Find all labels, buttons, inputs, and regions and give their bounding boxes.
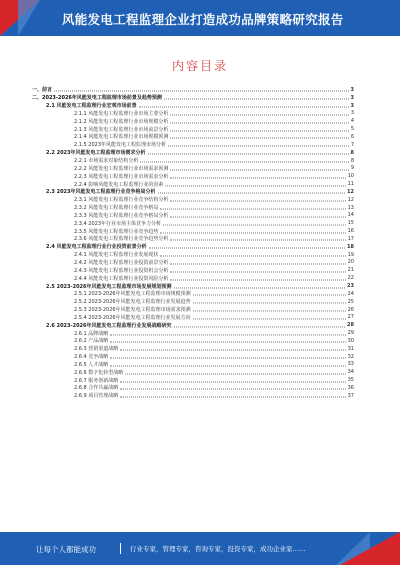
footer-slogan: 行业专家，管理专家，咨询专家，投资专家，成功企业家……	[130, 545, 306, 553]
toc-page-number: 19	[347, 251, 354, 258]
toc-entry[interactable]	[32, 164, 354, 172]
toc-entry[interactable]	[32, 141, 354, 149]
toc-leader-dots	[164, 99, 349, 100]
toc-entry-title: 2.4 风能发电工程监理行业行业投资前景分析	[46, 244, 147, 251]
toc-entry[interactable]	[32, 313, 354, 321]
toc-entry[interactable]	[32, 282, 354, 290]
toc-entry[interactable]	[32, 306, 354, 314]
toc-entry[interactable]	[32, 125, 354, 133]
toc-page-number: 13	[347, 204, 354, 211]
footer-banner	[0, 532, 400, 565]
toc-entry-title: 2.6.5 人才战略	[74, 361, 109, 368]
toc-entry[interactable]	[32, 251, 354, 259]
toc-page-number: 18	[347, 243, 354, 250]
toc-page-number: 3	[350, 110, 354, 117]
toc-entry-title: 2.4.2 风能发电工程监理行业投资前景分析	[74, 259, 169, 266]
toc-entry[interactable]	[32, 227, 354, 235]
toc-entry-title: 2.2.1 市场需求对象结构分析	[74, 158, 139, 165]
toc-leader-dots	[170, 271, 345, 272]
toc-entry[interactable]	[32, 204, 354, 212]
toc-page-number: 3	[350, 102, 354, 109]
toc-entry-title: 2.1.3 风能发电工程监理行业市场前景分析	[74, 126, 169, 133]
toc-leader-dots	[158, 193, 346, 194]
toc-page-number: 16	[347, 228, 354, 235]
toc-entry[interactable]	[32, 392, 354, 400]
toc-entry[interactable]	[32, 384, 354, 392]
toc-entry-title: 2.5 2023-2026年风能发电工程监理市场发展规划预测	[46, 283, 172, 290]
toc-entry-title: 2.6.6 数字化转型战略	[74, 369, 124, 376]
toc-page-number: 3	[350, 94, 354, 101]
toc-page-number: 12	[347, 188, 354, 195]
toc-leader-dots	[160, 209, 345, 210]
toc-entry-title: 2.6.8 合作共赢战略	[74, 385, 119, 392]
toc-leader-dots	[170, 263, 345, 264]
toc-leader-dots	[139, 107, 349, 108]
toc-leader-dots	[120, 389, 345, 390]
toc-page-number: 26	[347, 306, 354, 313]
toc-leader-dots	[193, 311, 346, 312]
toc-entry[interactable]	[32, 188, 354, 196]
toc-entry[interactable]	[32, 102, 354, 110]
toc-leader-dots	[193, 303, 346, 304]
toc-leader-dots	[170, 177, 345, 178]
toc-entry-title: 一、前言	[32, 87, 53, 94]
toc-entry-title: 2.6.9 项目管理战略	[74, 393, 119, 400]
toc-entry-title: 2.4.3 风能发电工程监理行业投资机会分析	[74, 267, 169, 274]
toc-leader-dots	[110, 365, 345, 366]
toc-leader-dots	[120, 381, 345, 382]
toc-leader-dots	[140, 162, 348, 163]
toc-entry[interactable]	[32, 321, 354, 329]
toc-page-number: 22	[347, 275, 354, 282]
toc-heading: 内容目录	[171, 59, 228, 73]
toc-page-number: 35	[347, 377, 354, 384]
toc-entry-title: 2.4.4 风能发电工程监理行业投资风险分析	[74, 275, 169, 282]
toc-entry-title: 2.6.1 品牌战略	[74, 330, 109, 337]
toc-entry[interactable]	[32, 361, 354, 369]
toc-page-number: 6	[350, 133, 354, 140]
toc-page-number: 15	[347, 220, 354, 227]
toc-entry-title: 2.5.3 2023-2026年风能发电工程监理市场需求预测	[74, 307, 191, 314]
toc-entry-title: 2.5.4 2023-2026年风能发电工程监理行业发展方向	[74, 314, 191, 321]
toc-leader-dots	[170, 138, 348, 139]
toc-leader-dots	[54, 91, 349, 92]
toc-entry[interactable]	[32, 117, 354, 125]
toc-entry-title: 2.1.5 2023年风能发电工程监理市场分析	[74, 142, 167, 149]
toc-entry-title: 2.1.4 风能发电工程监理行业市场规模预测	[74, 134, 169, 141]
toc-entry[interactable]	[32, 266, 354, 274]
toc-entry-title: 2.6.4 竞争战略	[74, 354, 109, 361]
toc-page-number: 3	[350, 86, 354, 93]
toc-entry[interactable]	[32, 274, 354, 282]
toc-entry[interactable]	[32, 86, 354, 94]
toc-page-number: 32	[347, 353, 354, 360]
toc-entry[interactable]	[32, 368, 354, 376]
toc-entry[interactable]	[32, 259, 354, 267]
toc-page-number: 29	[347, 330, 354, 337]
toc-entry-title: 2.6.7 服务创新战略	[74, 377, 119, 384]
toc-entry-title: 2.3.4 2023年行业市场主体竞争力分析	[74, 220, 162, 227]
toc-entry-title: 二、2023-2026年风能发电工程监理市场前景及趋势预测	[32, 95, 162, 102]
toc-entry[interactable]	[32, 110, 354, 118]
toc-page-number: 8	[350, 149, 354, 156]
toc-entry-title: 2.3.1 风能发电工程监理行业竞争结构分析	[74, 197, 169, 204]
toc-leader-dots	[160, 232, 345, 233]
toc-entry[interactable]	[32, 290, 354, 298]
toc-page-number: 28	[347, 322, 354, 329]
toc-leader-dots	[170, 201, 345, 202]
toc-entry[interactable]	[32, 180, 354, 188]
toc-leader-dots	[193, 318, 346, 319]
toc-page-number: 17	[347, 235, 354, 242]
toc-entry-title: 2.2.2 风能发电工程监理行业市场需求预测	[74, 165, 169, 172]
toc-page-number: 27	[347, 314, 354, 321]
toc-entry-title: 2.6.2 产品战略	[74, 338, 109, 345]
toc-entry-title: 2.3.5 风能发电工程监理行业竞争趋势	[74, 228, 159, 235]
toc-entry-title: 2.2.3 风能发电工程监理行业市场需求分析	[74, 173, 169, 180]
toc-entry-title: 2.6 2023-2026年风能发电工程监理行业发展战略研究	[46, 322, 172, 329]
toc-entry-title: 2.1.2 风能发电工程监理行业市场规模分析	[74, 118, 169, 125]
toc-entry[interactable]	[32, 353, 354, 361]
toc-entry[interactable]	[32, 337, 354, 345]
toc-entry[interactable]	[32, 157, 354, 165]
footer-divider	[120, 543, 121, 554]
toc-leader-dots	[160, 256, 345, 257]
toc-page-number: 34	[347, 369, 354, 376]
toc-leader-dots	[163, 224, 346, 225]
toc-page-number: 10	[347, 173, 354, 180]
toc-entry-title: 2.2.4 影响风能发电工程监理行业的因素	[74, 181, 164, 188]
toc-page-number: 8	[350, 157, 354, 164]
toc-leader-dots	[110, 342, 345, 343]
toc-page-number: 36	[347, 384, 354, 391]
toc-leader-dots	[193, 295, 346, 296]
toc-leader-dots	[174, 287, 346, 288]
toc-page-number: 23	[347, 283, 354, 290]
footer-brand: 让每个人都能成功	[36, 545, 96, 554]
toc-leader-dots	[149, 248, 345, 249]
toc-leader-dots	[174, 326, 346, 327]
toc-leader-dots	[170, 240, 345, 241]
table-of-contents	[32, 86, 354, 400]
toc-entry[interactable]	[32, 329, 354, 337]
toc-leader-dots	[170, 122, 348, 123]
toc-page-number: 5	[350, 126, 354, 133]
toc-entry[interactable]	[32, 376, 354, 384]
toc-page-number: 30	[347, 337, 354, 344]
toc-page-number: 33	[347, 361, 354, 368]
toc-entry-title: 2.3 2023年风能发电工程监理行业竞争格局分析	[46, 189, 156, 196]
toc-page-number: 31	[347, 345, 354, 352]
header-banner	[0, 0, 400, 36]
toc-leader-dots	[110, 358, 345, 359]
toc-entry-title: 2.1.1 风能发电工程监理行业市场主要分析	[74, 110, 169, 117]
toc-entry[interactable]	[32, 298, 354, 306]
toc-leader-dots	[170, 216, 345, 217]
toc-entry[interactable]	[32, 149, 354, 157]
toc-entry-title: 2.3.6 风能发电工程监理行业竞争趋势分析	[74, 236, 169, 243]
toc-page-number: 11	[347, 181, 354, 188]
header-light-accent	[18, 0, 40, 36]
toc-entry-title: 2.3.3 风能发电工程监理行业竞争格局分析	[74, 212, 169, 219]
toc-leader-dots	[170, 114, 348, 115]
toc-entry-title: 2.6.3 营销渠道战略	[74, 346, 119, 353]
toc-page-number: 4	[350, 118, 354, 125]
toc-entry[interactable]	[32, 219, 354, 227]
toc-page-number: 9	[350, 165, 354, 172]
toc-page-number: 25	[347, 298, 354, 305]
toc-leader-dots	[148, 154, 349, 155]
toc-entry[interactable]	[32, 94, 354, 102]
toc-entry[interactable]	[32, 212, 354, 220]
toc-entry[interactable]	[32, 235, 354, 243]
toc-leader-dots	[168, 146, 349, 147]
toc-leader-dots	[125, 373, 345, 374]
toc-entry[interactable]	[32, 345, 354, 353]
toc-leader-dots	[110, 334, 345, 335]
toc-leader-dots	[170, 169, 348, 170]
toc-page-number: 20	[347, 259, 354, 266]
report-title: 风能发电工程监理企业打造成功品牌策略研究报告	[62, 12, 344, 27]
toc-leader-dots	[170, 130, 348, 131]
toc-page-number: 24	[347, 290, 354, 297]
toc-entry[interactable]	[32, 172, 354, 180]
toc-leader-dots	[120, 397, 345, 398]
toc-entry-title: 2.5.1 2023-2026年风能发电工程监理市场规模预测	[74, 291, 191, 298]
toc-entry[interactable]	[32, 196, 354, 204]
toc-leader-dots	[120, 350, 345, 351]
toc-entry-title: 2.2 2023年风能发电工程监理市场需求分析	[46, 150, 146, 157]
toc-leader-dots	[170, 279, 345, 280]
toc-page-number: 21	[347, 267, 354, 274]
toc-page-number: 14	[347, 212, 354, 219]
toc-page-number: 7	[350, 141, 354, 148]
toc-page-number: 37	[347, 392, 354, 399]
toc-leader-dots	[165, 185, 345, 186]
toc-entry-title: 2.5.2 2023-2026年风能发电工程监理行业发展趋势	[74, 299, 191, 306]
toc-entry-title: 2.1 风能发电工程监理行业宏观市场前景	[46, 103, 137, 110]
toc-entry-title: 2.3.2 风能发电工程监理行业竞争格局	[74, 205, 159, 212]
toc-page-number: 12	[347, 196, 354, 203]
footer-red-accent	[340, 532, 400, 565]
toc-entry[interactable]	[32, 133, 354, 141]
toc-entry[interactable]	[32, 243, 354, 251]
toc-entry-title: 2.4.1 风能发电工程监理行业发展现状	[74, 252, 159, 259]
